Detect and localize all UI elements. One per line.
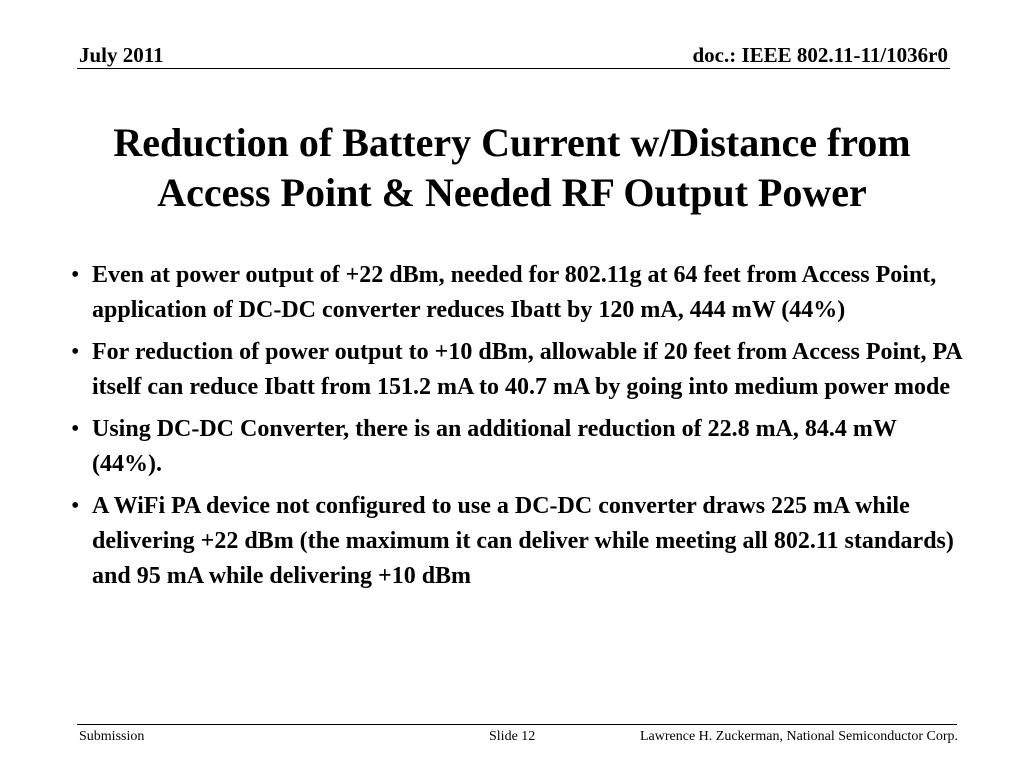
bullet-marker: • xyxy=(71,339,80,365)
footer-author: Lawrence H. Zuckerman, National Semiconductor Corp. xyxy=(639,729,958,744)
bullet-item xyxy=(68,258,968,328)
slide-title xyxy=(30,118,994,218)
footer-submission: Submission xyxy=(79,729,145,744)
bullet-marker: • xyxy=(71,262,80,288)
bullet-text: Even at power output of +22 dBm, needed for 802.11g at 64 feet from Access Point, application of DC-DC converter reduces Ibatt by 120 mA, 444 mW (44%) xyxy=(92,262,937,323)
bullet-item xyxy=(68,489,968,594)
slide-title-line-2: Access Point & Needed RF Output Power xyxy=(157,170,867,215)
header-doc-id: doc.: IEEE 802.11-11/1036r0 xyxy=(692,43,948,67)
bullet-text: For reduction of power output to +10 dBm, allowable if 20 feet from Access Point, PA itself can reduce Ibatt from 151.2 mA to 40.7 mA by going into medium power mode xyxy=(92,339,962,400)
bullet-marker: • xyxy=(71,493,80,519)
footer-divider xyxy=(77,724,957,725)
slide-title-line-1: Reduction of Battery Current w/Distance from xyxy=(113,120,911,165)
bullet-marker: • xyxy=(71,416,80,442)
bullet-text: Using DC-DC Converter, there is an additional reduction of 22.8 mA, 84.4 mW (44%). xyxy=(92,416,897,477)
header-divider xyxy=(77,68,950,69)
bullet-text: A WiFi PA device not configured to use a DC-DC converter draws 225 mA while delivering +22 dBm (the maximum it can deliver while meeting all 802.11 standards) and 95 mA while delivering +10 dBm xyxy=(92,493,954,589)
footer-slide-number: Slide 12 xyxy=(489,729,536,744)
bullet-item xyxy=(68,412,968,482)
header-date: July 2011 xyxy=(79,43,164,67)
bullet-list xyxy=(68,258,968,601)
bullet-item xyxy=(68,335,968,405)
